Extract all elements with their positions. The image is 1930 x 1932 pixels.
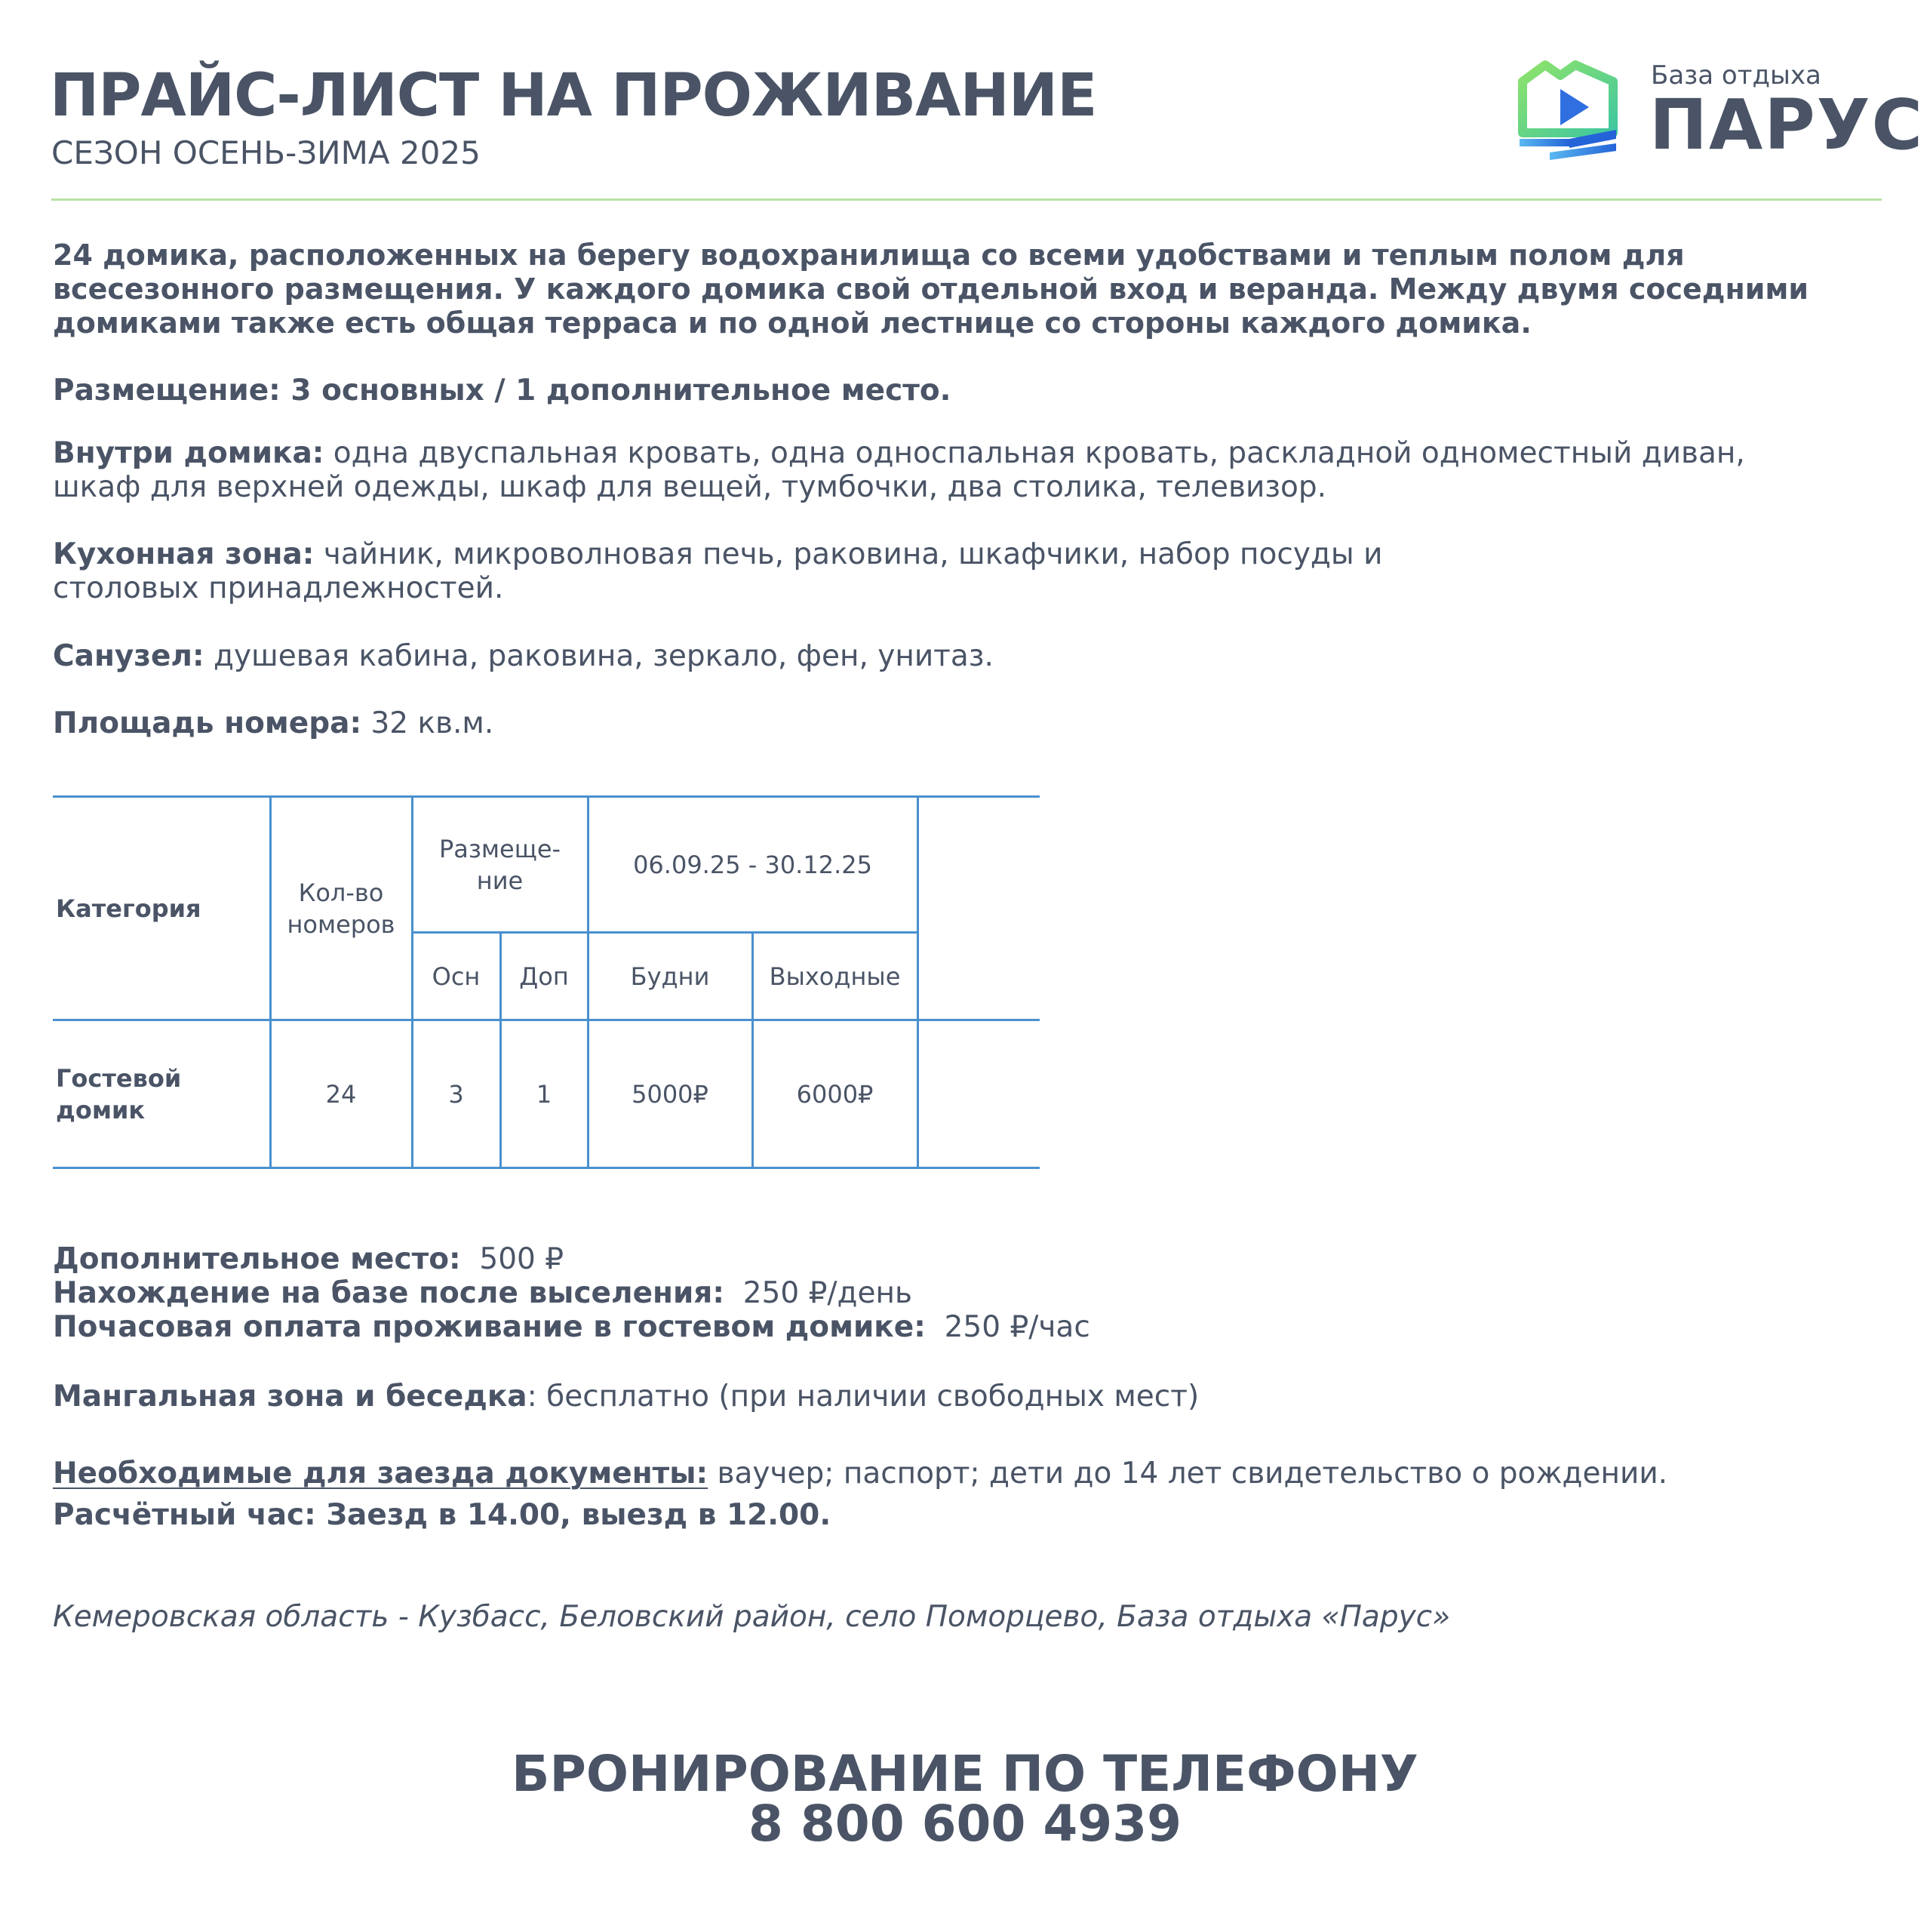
inside-section [53,436,1788,504]
cell-extra: 1 [500,1020,588,1168]
bbq-section [53,1380,1199,1414]
bbq-label: Мангальная зона и беседка [53,1380,527,1414]
kitchen-label: Кухонная зона: [53,537,315,571]
bathroom-section [53,639,994,673]
hourly-line [53,1310,1562,1344]
hourly-value: 250 ₽/час [925,1310,1090,1344]
intro-text: 24 домика, расположенных на берегу водохранилища со всеми удобствами и теплым полом для всесезонного размещения. У каждого домика свой отдельной вход и веранда. Между двумя соседними домиками также есть общая терраса и по одной лестнице со стороны каждого домика. [53,238,1809,340]
header-category: Категория [53,797,270,1020]
header-placement: Размеще-ние [412,797,588,933]
price-table [53,795,1040,1169]
sail-logo-icon [1517,60,1622,163]
booking-phone[interactable]: 8 800 600 4939 [748,1795,1182,1853]
docs-label: Необходимые для заезда документы: [53,1457,708,1491]
docs-section [53,1457,1667,1491]
cell-weekends: 6000₽ [752,1020,917,1168]
area-section [53,706,493,740]
page-title: ПРАЙС-ЛИСТ НА ПРОЖИВАНИЕ [50,62,1097,130]
header-count: Кол-во номеров [270,797,412,1020]
address-text: Кемеровская область - Кузбасс, Беловский район, село Поморцево, База отдыха «Парус» [53,1600,1451,1634]
header-extra-beds: Доп [500,933,588,1020]
cell-category: Гостевой домик [53,1020,270,1168]
inside-text: одна двуспальная кровать, одна односпальная кровать, раскладной одноместный диван, шкаф для верхней одежды, шкаф для вещей, тумбочки, два столика, телевизор. [53,436,1745,504]
table-row [53,1020,1040,1168]
inside-label: Внутри домика: [53,436,324,470]
after-checkout-line [53,1276,1562,1310]
bathroom-text: душевая кабина, раковина, зеркало, фен, унитаз. [204,639,994,673]
page-subtitle: СЕЗОН ОСЕНЬ-ЗИМА 2025 [51,134,481,171]
placement-text: Размещение: 3 основных / 1 дополнительное место. [53,374,951,408]
after-checkout-label: Нахождение на базе после выселения: [53,1276,724,1310]
logo-name: ПАРУС [1649,85,1925,165]
header-divider [51,198,1882,201]
hourly-label: Почасовая оплата проживание в гостевом домике: [53,1310,926,1344]
docs-text: ваучер; паспорт; дети до 14 лет свидетельство о рождении. [708,1457,1668,1491]
extra-bed-value: 500 ₽ [460,1242,564,1276]
bathroom-label: Санузел: [53,639,204,673]
cell-weekdays: 5000₽ [588,1020,752,1168]
header-period: 06.09.25 - 30.12.25 [588,797,917,933]
table-filler [917,933,1040,1020]
table-filler [917,1020,1040,1168]
area-text: 32 кв.м. [361,706,494,740]
header-weekdays: Будни [588,933,752,1020]
price-table-wrapper [53,795,1040,1169]
extra-bed-line [53,1242,1562,1276]
checkin-text: Расчётный час: Заезд в 14.00, выезд в 12.00. [53,1498,831,1532]
kitchen-text: чайник, микроволновая печь, раковина, шкафчики, набор посуды и столовых принадлежностей. [53,537,1383,605]
header-main-beds: Осн [412,933,500,1020]
extra-bed-label: Дополнительное место: [53,1242,461,1276]
cell-count: 24 [270,1020,412,1168]
header-weekends: Выходные [752,933,917,1020]
area-label: Площадь номера: [53,706,362,740]
extras-section [53,1242,1562,1344]
bbq-text: : бесплатно (при наличии свободных мест) [527,1380,1200,1414]
table-filler [917,797,1040,933]
logo-caption: База отдыха [1651,60,1821,91]
booking-block [0,1745,1930,1853]
kitchen-section [53,537,1411,605]
booking-title: БРОНИРОВАНИЕ ПО ТЕЛЕФОНУ [512,1745,1418,1803]
after-checkout-value: 250 ₽/день [724,1276,912,1310]
cell-main: 3 [412,1020,500,1168]
